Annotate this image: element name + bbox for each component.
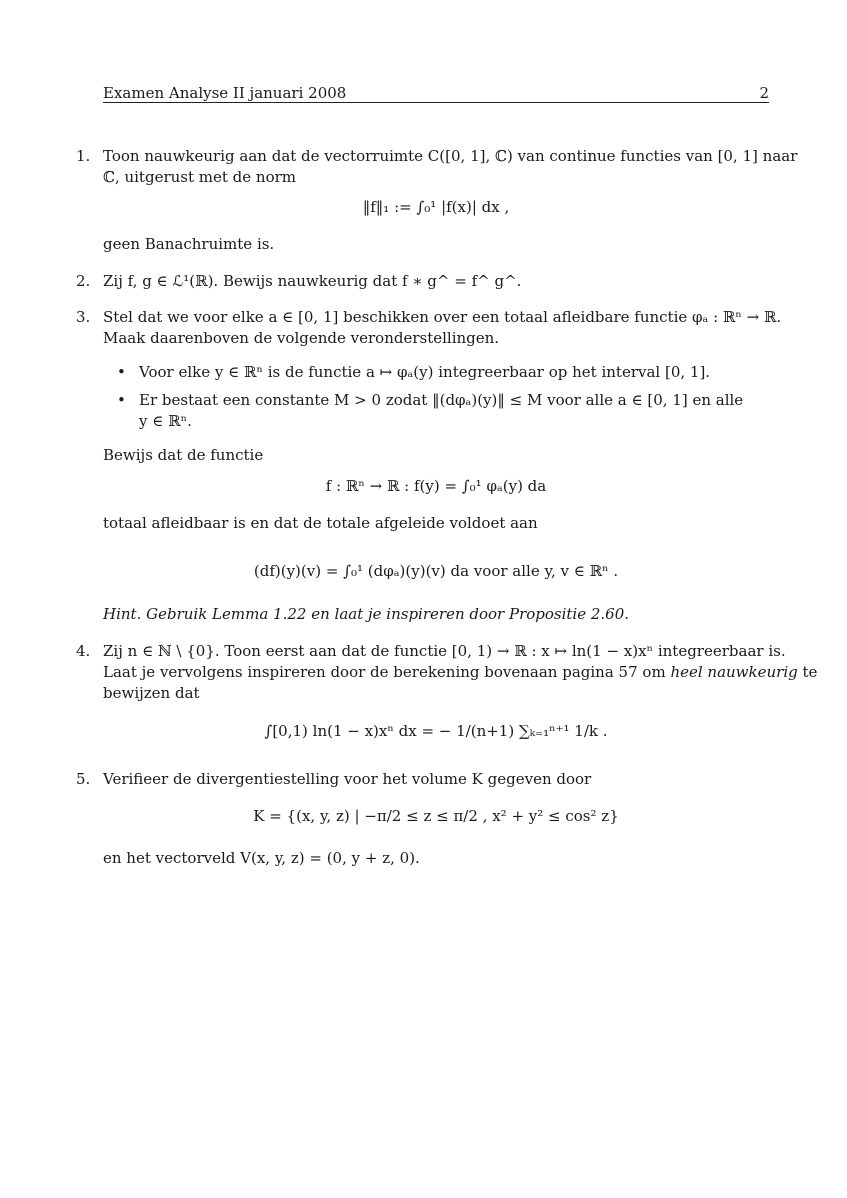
q3-bullet1: Voor elke y ∈ ℝⁿ is de functie a ↦ φₐ(y) integreerbaar op het interval [0, 1].	[139, 363, 711, 381]
q3-number: 3.	[76, 308, 91, 326]
q4-line2c: te	[797, 663, 818, 681]
q1-line1: Toon nauwkeurig aan dat de vectorruimte C([0, 1], ℂ) van continue functies van [0, 1] naar	[103, 147, 798, 165]
q3-bullet2a: Er bestaat een constante M > 0 zodat ‖(dφₐ)(y)‖ ≤ M voor alle a ∈ [0, 1] en alle	[139, 391, 744, 409]
header-title: Examen Analyse II januari 2008	[103, 84, 347, 102]
q3-line2: Maak daarenboven de volgende veronderstellingen.	[103, 329, 500, 347]
q2-number: 2.	[76, 272, 91, 290]
q5-number: 5.	[76, 770, 91, 788]
page-header	[103, 82, 769, 103]
q4-line2a: Laat je vervolgens inspireren door de berekening bovenaan pagina 57 om	[103, 663, 671, 681]
q3-bullet2b: y ∈ ℝⁿ.	[139, 412, 192, 430]
bullet-dot-1: •	[117, 363, 126, 381]
q3-formula2: (df)(y)(v) = ∫₀¹ (dφₐ)(y)(v) da voor alle y, v ∈ ℝⁿ .	[253, 562, 619, 580]
q3-line3: Bewijs dat de functie	[103, 446, 264, 464]
q3-line1: Stel dat we voor elke a ∈ [0, 1] beschikken over een totaal afleidbare functie φₐ : ℝⁿ → ℝ.	[103, 308, 782, 326]
q4-formula: ∫[0,1) ln(1 − x)xⁿ dx = − 1/(n+1) ∑ₖ₌₁ⁿ⁺¹ 1/k .	[264, 722, 608, 740]
q4-line1: Zij n ∈ ℕ \ {0}. Toon eerst aan dat de functie [0, 1) → ℝ : x ↦ ln(1 − x)xⁿ integreerbaar is.	[103, 642, 786, 660]
q1-formula: ‖f‖₁ := ∫₀¹ |f(x)| dx ,	[362, 198, 510, 216]
q1-line3: geen Banachruimte is.	[103, 235, 275, 253]
q4-line2	[103, 661, 817, 683]
q5-formula: K = {(x, y, z) | −π/2 ≤ z ≤ π/2 , x² + y² ≤ cos² z}	[253, 807, 619, 825]
q4-line3: bewijzen dat	[103, 684, 200, 702]
page-number: 2	[759, 84, 769, 102]
q1-number: 1.	[76, 147, 91, 165]
q3-formula1: f : ℝⁿ → ℝ : f(y) = ∫₀¹ φₐ(y) da	[325, 477, 547, 495]
q1-line2: ℂ, uitgerust met de norm	[103, 168, 296, 186]
q4-line2-emphasis: heel nauwkeurig	[670, 663, 798, 681]
q3-hint: Hint. Gebruik Lemma 1.22 en laat je inspireren door Propositie 2.60.	[103, 605, 630, 623]
q3-line4: totaal afleidbaar is en dat de totale afgeleide voldoet aan	[103, 514, 538, 532]
q2-text: Zij f, g ∈ ℒ¹(ℝ). Bewijs nauwkeurig dat f ∗ g^ = f^ g^.	[103, 272, 522, 290]
q5-line1: Verifieer de divergentiestelling voor het volume K gegeven door	[103, 770, 592, 788]
bullet-dot-2: •	[117, 391, 126, 409]
q5-line2: en het vectorveld V(x, y, z) = (0, y + z, 0).	[103, 849, 420, 867]
q4-number: 4.	[76, 642, 91, 660]
